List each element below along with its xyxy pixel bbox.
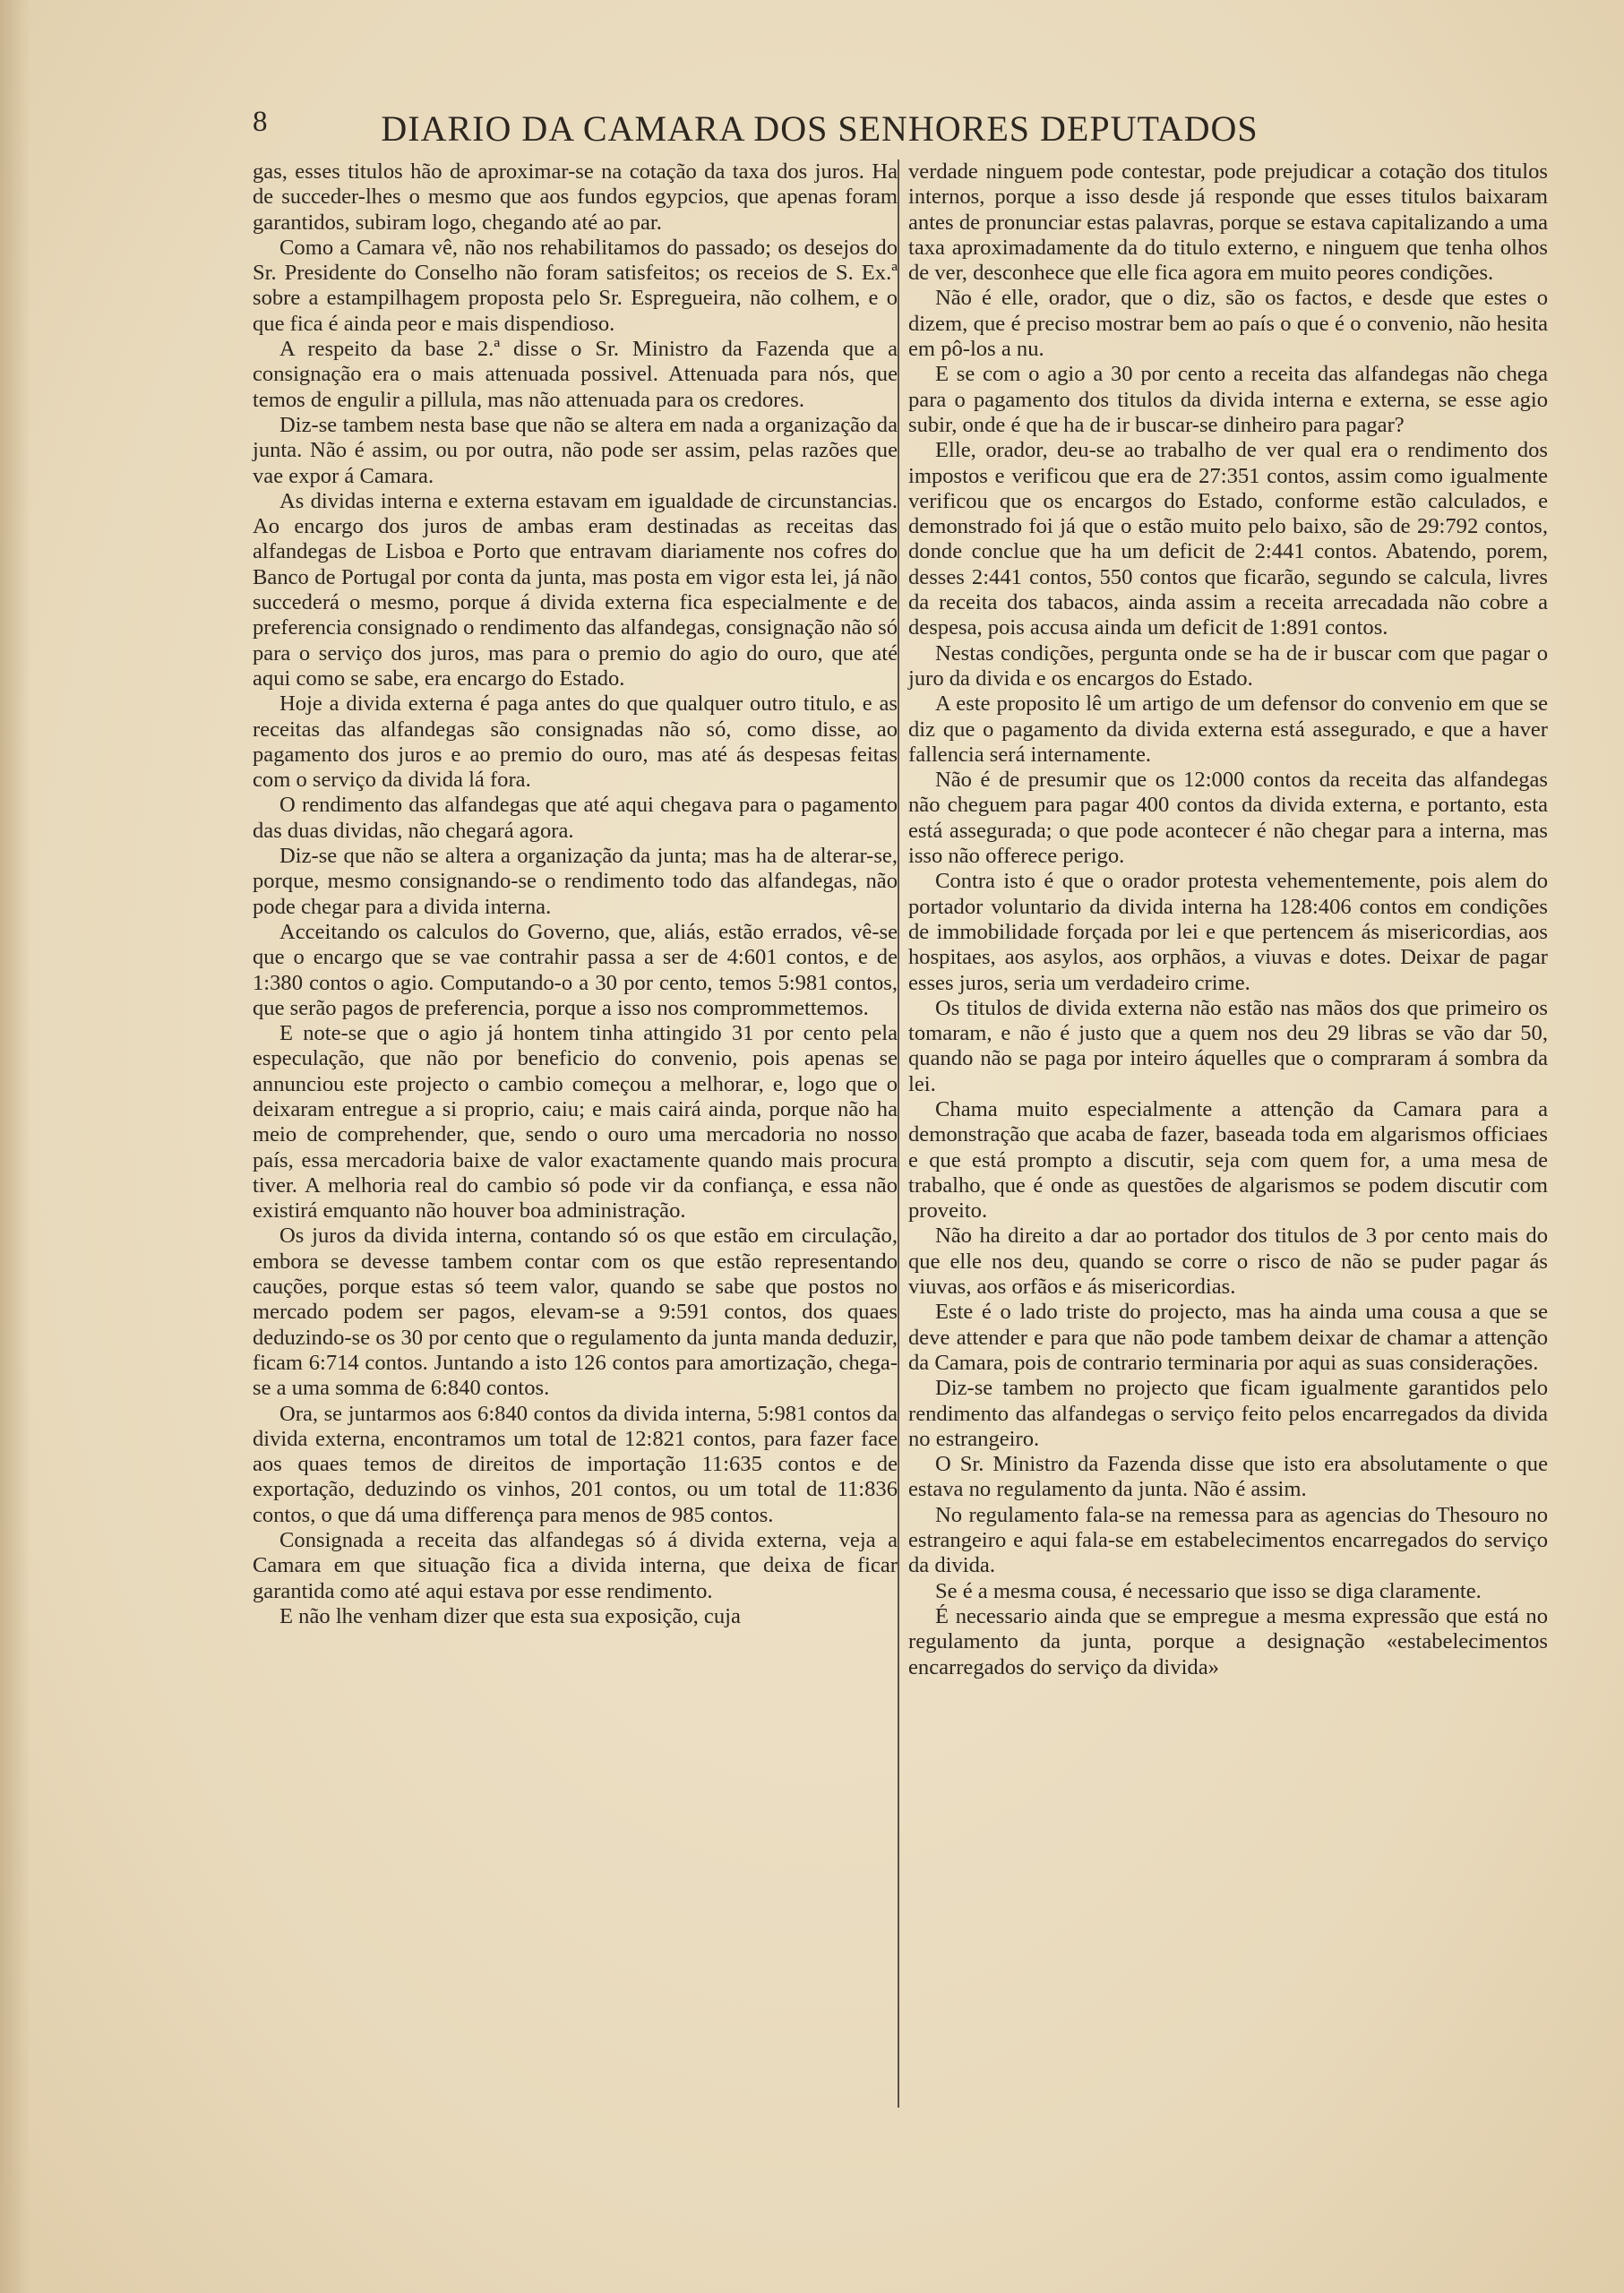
paragraph: Consignada a receita das alfandegas só á divida externa, veja a Camara em que situação fica a divida interna, que deixa de ficar garantida como até aqui estava por esse rendimento. (253, 1528, 898, 1603)
paragraph: E se com o agio a 30 por cento a receita das alfandegas não chega para o pagamento dos titulos da divida interna e externa, se esse agio subir, onde é que ha de ir buscar-se dinheiro para pagar? (908, 362, 1548, 437)
paragraph: E não lhe venham dizer que esta sua exposição, cuja (279, 1603, 741, 1628)
paragraph: Acceitando os calculos do Governo, que, aliás, estão errados, vê-se que o encargo que se vae contrahir passa a ser de 4:601 contos, e de 1:380 contos o agio. Computando-o a 30 por cento, temos 5:981 contos, que serão pagos de preferencia, porque a isso nos comprommettemos. (253, 919, 898, 1020)
paragraph: Se é a mesma cousa, é necessario que isso se diga claramente. (935, 1578, 1482, 1603)
left-column (253, 159, 898, 1629)
paragraph: É necessario ainda que se empregue a mesma expressão que está no regulamento da junta, porque a designação «estabelecimentos encarregados do serviço da divida» (908, 1603, 1548, 1679)
paragraph: O rendimento das alfandegas que até aqui chegava para o pagamento das duas dividas, não chegará agora. (253, 793, 898, 843)
paragraph: Diz-se tambem no projecto que ficam igualmente garantidos pelo rendimento das alfandegas o serviço feito pelos encarregados da divida no estrangeiro. (908, 1376, 1548, 1451)
paragraph: E note-se que o agio já hontem tinha attingido 31 por cento pela especulação, que não por beneficio do convenio, pois apenas se annunciou este projecto o cambio começou a melhorar, e, logo que o deixaram entregue a si proprio, caiu; e mais cairá ainda, porque não ha meio de comprehender, que, sendo o ouro uma mercadoria no nosso país, essa mercadoria baixe de valor exactamente quando mais procura tiver. A melhoria real do cambio só pode vir da confiança, e essa não existirá emquanto não houver boa administração. (253, 1021, 898, 1224)
paragraph: O Sr. Ministro da Fazenda disse que isto era absolutamente o que estava no regulamento da junta. Não é assim. (908, 1452, 1548, 1502)
paragraph: Não é de presumir que os 12:000 contos da receita das alfandegas não cheguem para pagar 400 contos da divida externa, e portanto, esta está assegurada; o que pode acontecer é não chegar para a interna, mas isso não offerece perigo. (908, 768, 1548, 869)
paragraph: Elle, orador, deu-se ao trabalho de ver qual era o rendimento dos impostos e verificou que era de 27:351 contos, assim como igualmente verificou que os encargos do Estado, conforme estão calculados, e demonstrado foi já que o estão muito pelo baixo, são de 29:792 contos, donde conclue que ha um deficit de 2:441 contos. Abatendo, porem, desses 2:441 contos, 550 contos que ficarão, segundo se calcula, livres da receita dos tabacos, ainda assim a receita arrecadada não cobre a despesa, pois accusa ainda um deficit de 1:891 contos. (908, 438, 1548, 640)
paragraph: As dividas interna e externa estavam em igualdade de circunstancias. Ao encargo dos juros de ambas eram destinadas as receitas das alfandegas de Lisboa e Porto que entravam diariamente nos cofres do Banco de Portugal por conta da junta, mas posta em vigor esta lei, já não succederá o mesmo, porque á divida externa fica especialmente e de preferencia consignado o rendimento das alfandegas, consignação não só para o serviço dos juros, mas para o premio do agio do ouro, que até aqui como se sabe, era encargo do Estado. (253, 488, 898, 691)
paragraph: Os juros da divida interna, contando só os que estão em circulação, embora se devesse tambem contar com os que estão representando cauções, porque estas só teem valor, quando se sabe que postos no mercado podem ser pagos, elevam-se a 9:591 contos, dos quaes deduzindo-se os 30 por cento que o regulamento da junta manda deduzir, ficam 6:714 contos. Juntando a isto 126 contos para amortização, chega-se a uma somma de 6:840 contos. (253, 1224, 898, 1401)
paragraph: Ora, se juntarmos aos 6:840 contos da divida interna, 5:981 contos da divida externa, encontramos um total de 12:821 contos, para fazer face aos quaes temos de direitos de importação 11:635 contos e de exportação, deduzindo os vinhos, 201 contos, ou um total de 11:836 contos, o que dá uma differença para menos de 985 contos. (253, 1401, 898, 1527)
paragraph: Não ha direito a dar ao portador dos titulos de 3 por cento mais do que elle nos deu, quando se corre o risco de não se puder pagar ás viuvas, aos orfãos e ás misericordias. (908, 1224, 1548, 1300)
paragraph: Como a Camara vê, não nos rehabilitamos do passado; os desejos do Sr. Presidente do Conselho não foram satisfeitos; os receios de S. Ex.ª sobre a estampilhagem proposta pelo Sr. Espregueira, não colhem, e o que fica é ainda peor e mais dispendioso. (253, 235, 898, 336)
paragraph: No regulamento fala-se na remessa para as agencias do Thesouro no estrangeiro e aqui fala-se em estabelecimentos encarregados do serviço da divida. (908, 1502, 1548, 1578)
column-divider (898, 159, 899, 2108)
paragraph: Contra isto é que o orador protesta vehementemente, pois alem do portador voluntario da divida interna ha 128:406 contos em condições de immobilidade forçada por lei e que pertencem ás misericordias, aos hospitaes, aos asylos, aos orphãos, a viuvas e dotes. Deixar de pagar esses juros, seria um verdadeiro crime. (908, 869, 1548, 995)
paragraph: Hoje a divida externa é paga antes do que qualquer outro titulo, e as receitas das alfandegas são consignadas não só, como disse, ao pagamento dos juros e ao premio do ouro, mas até ás despesas feitas com o serviço da divida lá fora. (253, 691, 898, 793)
paragraph: A respeito da base 2.ª disse o Sr. Ministro da Fazenda que a consignação era o mais attenuada possivel. Attenuada para nós, que temos de engulir a pillula, mas não attenuada para os credores. (253, 337, 898, 412)
page-header (242, 106, 1397, 159)
paragraph: Chama muito especialmente a attenção da Camara para a demonstração que acaba de fazer, baseada toda em algarismos officiaes e que está prompto a discutir, seja com quem for, a uma mesa de trabalho, que é onde as questões de algarismos se podem discutir com proveito. (908, 1096, 1548, 1224)
page-edge-shadow (0, 0, 30, 2293)
paragraph: Diz-se que não se altera a organização da junta; mas ha de alterar-se, porque, mesmo consignando-se o rendimento todo das alfandegas, não pode chegar para a divida interna. (253, 844, 898, 919)
paragraph: gas, esses titulos hão de aproximar-se na cotação da taxa dos juros. Ha de succeder-lhes o mesmo que aos fundos egypcios, que apenas foram garantidos, subiram logo, chegando até ao par. (253, 159, 898, 235)
paragraph: verdade ninguem pode contestar, pode prejudicar a cotação dos titulos internos, porque a isso desde já responde que esses titulos baixaram antes de pronunciar estas palavras, porque se estava capitalizando a uma taxa aproximadamente da do titulo externo, e ninguem que tenha olhos de ver, desconhece que elle fica agora em muito peores condições. (908, 159, 1548, 286)
paragraph: Os titulos de divida externa não estão nas mãos dos que primeiro os tomaram, e não é justo que a quem nos deu 29 libras se vão dar 50, quando não se paga por inteiro áquelles que o compraram á sombra da lei. (908, 995, 1548, 1096)
page-number: 8 (253, 106, 268, 138)
paragraph: A este proposito lê um artigo de um defensor do convenio em que se diz que o pagamento da divida externa está assegurado, e que a haver fallencia será internamente. (908, 691, 1548, 767)
paragraph: Nestas condições, pergunta onde se ha de ir buscar com que pagar o juro da divida e os encargos do Estado. (908, 640, 1548, 691)
right-column (908, 159, 1548, 1680)
page-title: DIARIO DA CAMARA DOS SENHORES DEPUTADOS (381, 108, 1259, 149)
paragraph: Este é o lado triste do projecto, mas ha ainda uma cousa a que se deve attender e para que não pode tambem deixar de chamar a attenção da Camara, pois de contrario terminaria por aqui as suas considerações. (908, 1300, 1548, 1375)
paragraph: Não é elle, orador, que o diz, são os factos, e desde que estes o dizem, que é preciso mostrar bem ao país o que é o convenio, não hesita em pô-los a nu. (908, 286, 1548, 362)
paragraph: Diz-se tambem nesta base que não se altera em nada a organização da junta. Não é assim, ou por outra, não pode ser assim, pelas razões que vae expor á Camara. (253, 412, 898, 488)
